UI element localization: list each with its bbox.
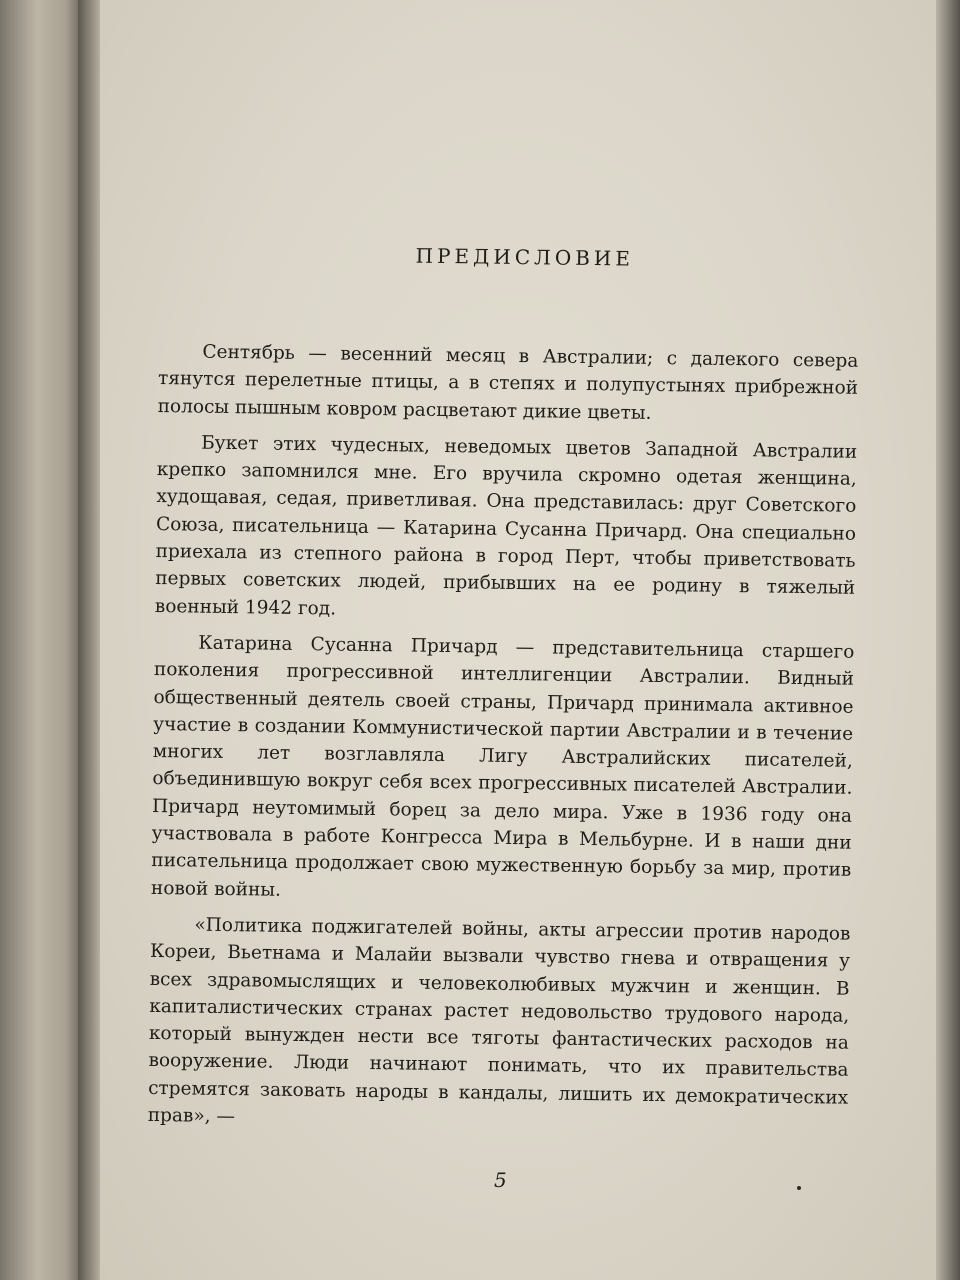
page-number: 5	[494, 1168, 507, 1192]
paragraph-1: Сентябрь — весенний месяц в Австралии; с далекого севера тянутся перелетные птицы, а в степях и полупустынях прибрежной полосы пышным ковром расцветают дикие цветы.	[157, 341, 859, 424]
right-page-edge	[936, 0, 960, 1280]
paragraph-3: Катарина Сусанна Причард — представительница старшего поколения прогрессивной интеллигенции Австралии. Видный общественный деятель своей страны, Причард принимала активное участие в создании Коммунистической партии Австралии и в течение многих лет возглавляла Лигу Австралийских писателей, объединившую вокруг себя всех прогрессивных писателей Австралии. Причард неутомимый борец за дело мира. Уже в 1936 году она участвовала в работе Конгресса Мира в Мельбурне. И в наши дни писательница продолжает свою мужественную борьбу за мир, против новой войны.	[150, 632, 855, 901]
paragraph-2: Букет этих чудесных, неведомых цветов Западной Австралии крепко запомнился мне. Его вручила скромно одетая женщина, худощавая, седая, приветливая. Она представилась: друг Советского Союза, писательница — Катарина Сусанна Причард. Она специально приехала из степного района в город Перт, чтобы приветствовать первых советских людей, прибывших на ее родину в тяжелый военный 1942 год.	[154, 432, 858, 620]
page-title: ПРЕДИСЛОВИЕ	[415, 243, 635, 271]
ink-speck	[797, 1186, 801, 1190]
page-text-block	[147, 240, 859, 1148]
left-page-edge	[0, 0, 82, 1280]
paragraph-4: «Политика поджигателей войны, акты агрессии против народов Кореи, Вьетнама и Малайи вызвали чувство гнева и отвращения у всех здравомыслящих и человеколюбивых мужчин и женщин. В капиталистических странах растет недовольство трудового народа, который вынужден нести все тяготы фантастических расходов на вооружение. Люди начинают понимать, что их правительства стремятся заковать народы в кандалы, лишить их демократических прав», —	[147, 914, 851, 1128]
